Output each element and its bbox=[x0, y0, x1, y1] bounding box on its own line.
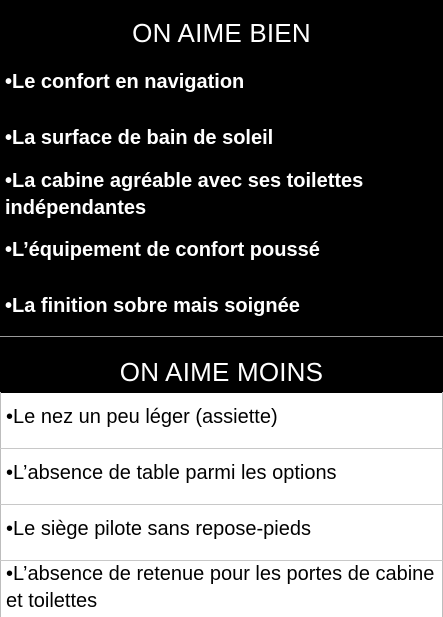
pros-item-text: La surface de bain de soleil bbox=[12, 127, 274, 149]
bullet-icon: • bbox=[6, 406, 14, 428]
cons-item-text: Le nez un peu léger (assiette) bbox=[13, 406, 278, 428]
pros-item bbox=[5, 69, 437, 96]
pros-item bbox=[5, 237, 437, 264]
cons-row bbox=[0, 505, 443, 560]
cons-item bbox=[6, 561, 436, 615]
pros-item bbox=[5, 125, 437, 152]
cons-row bbox=[0, 392, 443, 449]
pros-heading: ON AIME BIEN bbox=[132, 18, 311, 48]
cons-item-text: L’absence de retenue pour les portes de cabine et toilettes bbox=[6, 563, 435, 612]
pros-item-text: Le confort en navigation bbox=[12, 71, 245, 93]
bullet-icon: • bbox=[5, 295, 13, 317]
cons-item-text: Le siège pilote sans repose-pieds bbox=[13, 518, 311, 540]
pros-item bbox=[5, 293, 437, 320]
cons-item bbox=[6, 516, 436, 543]
cons-heading: ON AIME MOINS bbox=[119, 357, 324, 387]
bullet-icon: • bbox=[5, 71, 13, 93]
pros-item-text: L’équipement de confort poussé bbox=[12, 239, 320, 261]
pros-item-text: La cabine agréable avec ses toilettes indépendantes bbox=[5, 170, 364, 219]
bullet-icon: • bbox=[6, 563, 14, 585]
pros-item bbox=[5, 168, 437, 222]
pros-item-text: La finition sobre mais soignée bbox=[12, 295, 300, 317]
bullet-icon: • bbox=[5, 127, 13, 149]
bullet-icon: • bbox=[6, 462, 14, 484]
cons-item bbox=[6, 460, 436, 487]
cons-row bbox=[0, 561, 443, 617]
cons-item bbox=[6, 404, 436, 431]
cons-heading-bar bbox=[0, 336, 443, 393]
bullet-icon: • bbox=[6, 518, 14, 540]
bullet-icon: • bbox=[5, 239, 13, 261]
bullet-icon: • bbox=[5, 170, 13, 192]
cons-section bbox=[0, 336, 443, 617]
cons-row bbox=[0, 449, 443, 504]
cons-item-text: L’absence de table parmi les options bbox=[13, 462, 337, 484]
